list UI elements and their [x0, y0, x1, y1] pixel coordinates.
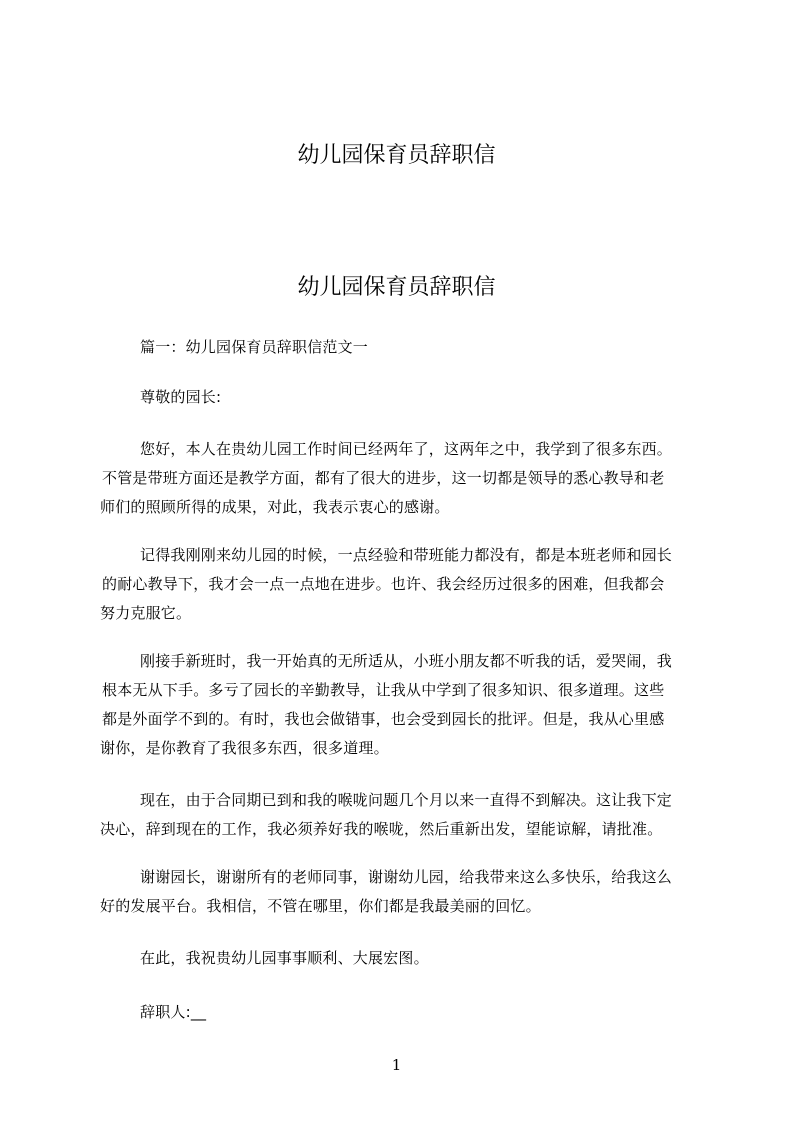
paragraph-line: 现在，由于合同期已到和我的喉咙问题几个月以来一直得不到解决。这让我下定	[140, 791, 673, 809]
salutation-text: 尊敬的园长:	[140, 388, 222, 406]
paragraph-line: 在此，我祝贵幼儿园事事顺利、大展宏图。	[140, 949, 429, 967]
signature-line	[100, 998, 703, 1027]
paragraph	[100, 786, 703, 844]
paragraph-line: 根本无从下手。多亏了园长的辛勤教导，让我从中学到了很多知识、很多道理。这些	[102, 681, 665, 699]
paragraph-line: 不管是带班方面还是教学方面，都有了很大的进步，这一切都是领导的悉心教导和老	[102, 469, 665, 487]
document-main-title: 幼儿园保育员辞职信	[297, 275, 496, 300]
paragraph-line: 好的发展平台。我相信，不管在哪里，你们都是我最美丽的回忆。	[100, 897, 541, 915]
paragraph	[100, 944, 703, 973]
paragraph-line: 都是外面学不到的。有时，我也会做错事，也会受到园长的批评。但是，我从心里感	[102, 710, 665, 728]
paragraph	[100, 647, 703, 763]
paragraph	[100, 435, 703, 522]
section-subtitle	[100, 333, 703, 362]
subtitle-text: 篇一：幼儿园保育员辞职信范文一	[140, 338, 369, 356]
paragraph-line: 的耐心教导下，我才会一点一点地在进步。也许、我会经历过很多的困难，但我都会	[102, 575, 665, 593]
paragraph-line: 努力克服它。	[100, 604, 192, 622]
document-header-title: 幼儿园保育员辞职信	[297, 143, 496, 168]
paragraph-line: 谢你，是你教育了我很多东西，很多道理。	[100, 739, 389, 757]
paragraph-line: 决心，辞到现在的工作，我必须养好我的喉咙，然后重新出发，望能谅解，请批准。	[100, 820, 663, 838]
salutation	[100, 383, 703, 412]
paragraph-line: 您好，本人在贵幼儿园工作时间已经两年了，这两年之中，我学到了很多东西。	[140, 440, 673, 458]
paragraph-line: 谢谢园长，谢谢所有的老师同事，谢谢幼儿园，给我带来这么多快乐，给我这么	[140, 868, 673, 886]
paragraph	[100, 863, 703, 921]
paragraph-line: 记得我刚刚来幼儿园的时候，一点经验和带班能力都没有，都是本班老师和园长	[140, 546, 673, 564]
signature-text: 辞职人:__	[140, 1003, 207, 1021]
page-number: 1	[391, 1056, 402, 1074]
paragraph	[100, 541, 703, 628]
paragraph-line: 刚接手新班时，我一开始真的无所适从，小班小朋友都不听我的话，爱哭闹，我	[140, 652, 673, 670]
paragraph-line: 师们的照顾所得的成果，对此，我表示衷心的感谢。	[100, 498, 450, 516]
